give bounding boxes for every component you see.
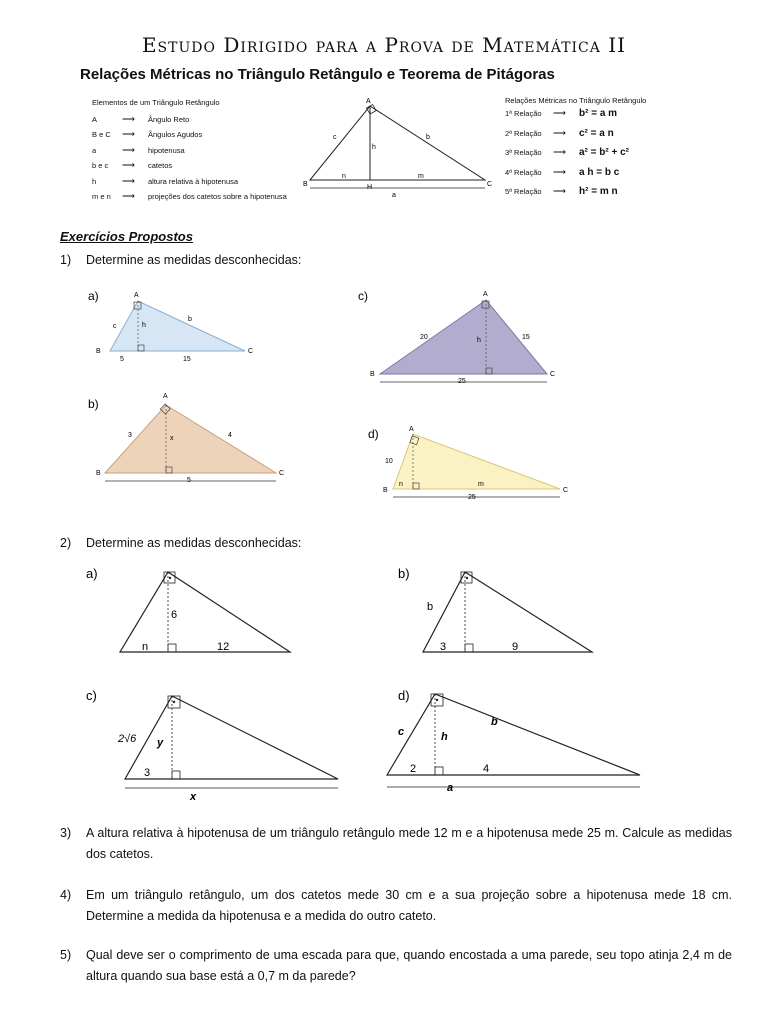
question-number: 5) — [60, 948, 72, 962]
question-text: Determine as medidas desconhecidas: — [86, 253, 302, 267]
vertex-b-label: B — [303, 181, 308, 188]
arrow-right-icon: ⟶ — [553, 147, 566, 157]
arrow-right-icon: ⟶ — [553, 108, 566, 118]
segment-m-label: 12 — [217, 641, 230, 653]
relations-list — [505, 96, 646, 206]
element-symbol: B e C — [92, 130, 111, 139]
figure-label: c) — [358, 289, 368, 303]
relation-formula: b² = a m — [579, 108, 618, 119]
arrow-right-icon: ⟶ — [122, 175, 135, 186]
triangle-b — [105, 405, 276, 473]
triangle-b — [423, 572, 592, 652]
element-desc: catetos — [148, 161, 173, 170]
question-text: A altura relativa à hipotenusa de um triângulo retângulo mede 12 m e a hipotenusa mede 25 m. Calcule as medidas dos catetos. — [86, 826, 732, 861]
side-c-label: 20 — [420, 334, 428, 341]
projection-m-label: m — [418, 173, 424, 180]
side-b-label: 4 — [228, 432, 232, 439]
altitude-label: h — [477, 337, 481, 344]
question-2 — [60, 533, 740, 555]
page-subtitle: Relações Métricas no Triângulo Retângulo e Teorema de Pitágoras — [80, 66, 555, 83]
hypotenuse-label: 25 — [468, 494, 476, 501]
segment-n-label: 2 — [410, 763, 417, 775]
element-row — [92, 158, 287, 174]
question-1 — [60, 250, 740, 272]
element-symbol: b e c — [92, 161, 109, 170]
segment-m-label: 9 — [512, 641, 519, 653]
side-b-label: 15 — [522, 334, 530, 341]
side-c-label: c — [398, 726, 405, 738]
altitude-label: 6 — [171, 609, 178, 621]
arrow-right-icon: ⟶ — [122, 191, 135, 201]
vertex-b-label: B — [370, 371, 375, 378]
vertex-b-label: B — [96, 348, 101, 355]
question-text: Em um triângulo retângulo, um dos catetos mede 30 cm e a sua projeção sobre a hipotenusa mede 18 cm. Determine a medida da hipotenusa e a medida do outro cateto. — [86, 888, 732, 923]
triangle-d — [387, 694, 640, 775]
segment-n-label: 3 — [440, 641, 447, 653]
vertex-c-label: C — [248, 348, 254, 355]
side-b-label: b — [427, 601, 434, 613]
altitude-label: h — [441, 731, 448, 743]
hypotenuse-label: a — [447, 782, 454, 794]
segment-m-label: 15 — [183, 356, 191, 363]
altitude-label: h — [142, 322, 146, 329]
question-number: 4) — [60, 888, 72, 902]
arrow-right-icon: ⟶ — [122, 160, 135, 170]
vertex-a-label: A — [409, 426, 414, 433]
relation-row — [505, 147, 646, 167]
side-b-label: b — [188, 316, 192, 323]
right-angle-dot — [173, 701, 175, 703]
figure-label: a) — [88, 289, 99, 303]
vertex-a-label: A — [366, 98, 371, 105]
vertex-c-label: C — [279, 470, 285, 477]
q2-figures — [80, 560, 680, 800]
question-number: 1) — [60, 253, 72, 267]
arrow-right-icon: ⟶ — [553, 166, 566, 177]
element-desc: Ângulo Reto — [148, 114, 190, 124]
question-text: Determine as medidas desconhecidas: — [86, 536, 302, 550]
relation-label: 3ª Relação — [505, 148, 542, 157]
figure-label: a) — [86, 566, 98, 581]
figure-label: b) — [88, 397, 99, 411]
segment-n-label: 3 — [144, 767, 151, 779]
side-b-label: b — [491, 716, 498, 728]
relations-heading: Relações Métricas no Triângulo Retângulo — [505, 96, 647, 105]
vertex-a-label: A — [483, 291, 488, 298]
q1-figures — [80, 282, 680, 512]
reference-triangle-diagram — [300, 94, 500, 200]
relation-formula: c² = a n — [579, 127, 614, 139]
relation-label: 1ª Relação — [505, 109, 542, 118]
right-angle-dot — [169, 577, 171, 579]
vertex-c-label: C — [487, 181, 493, 188]
page-title: Estudo Dirigido para a Prova de Matemática II — [141, 33, 627, 57]
vertex-a-label: A — [163, 393, 168, 400]
question-text: Qual deve ser o comprimento de uma escada para que, quando encostada a uma parede, seu topo atinja 2,4 m de altura quando sua base está a 0,7 m da parede? — [86, 948, 732, 983]
segment-n-label: 5 — [120, 356, 124, 363]
hypotenuse-label: 25 — [458, 378, 466, 385]
triangle-d — [393, 434, 560, 489]
relation-label: 2ª Relação — [505, 128, 542, 138]
altitude-label: y — [157, 737, 164, 749]
foot-h-label: H — [367, 184, 373, 191]
figure-label: d) — [398, 688, 410, 703]
side-c-label: 2√6 — [118, 733, 137, 745]
right-angle-mark — [168, 644, 176, 652]
arrow-right-icon: ⟶ — [122, 129, 135, 139]
element-desc: projeções dos catetos sobre a hipotenusa — [148, 192, 287, 201]
projection-n-label: n — [342, 173, 346, 180]
side-b-label: b — [426, 134, 430, 141]
right-angle-mark — [435, 767, 443, 775]
question-number: 3) — [60, 826, 72, 840]
element-row — [92, 112, 287, 128]
side-c-label: 10 — [385, 458, 393, 465]
segment-m-label: 4 — [483, 763, 490, 775]
relation-row — [505, 167, 646, 187]
hypotenuse-label: 5 — [187, 477, 191, 484]
element-symbol: m e n — [92, 192, 111, 201]
question-5 — [60, 945, 732, 989]
element-row — [92, 174, 287, 190]
reference-triangle — [310, 106, 485, 180]
vertex-c-label: C — [550, 371, 556, 378]
arrow-right-icon: ⟶ — [122, 144, 135, 155]
side-c-label: 3 — [128, 432, 132, 439]
question-number: 2) — [60, 536, 72, 550]
altitude-h-label: h — [372, 144, 376, 151]
altitude-label: x — [170, 435, 174, 442]
figure-label: c) — [86, 688, 97, 703]
figure-label: b) — [398, 566, 410, 581]
right-angle-mark — [172, 771, 180, 779]
element-symbol: A — [92, 114, 98, 124]
element-symbol: h — [92, 176, 97, 186]
element-desc: hipotenusa — [148, 145, 185, 155]
relation-row — [505, 186, 646, 206]
side-c-label: c — [333, 134, 337, 141]
elements-list — [92, 96, 287, 205]
question-3 — [60, 823, 732, 867]
right-angle-dot — [436, 699, 438, 701]
vertex-a-label: A — [134, 292, 139, 299]
element-desc: Ângulos Agudos — [148, 130, 203, 139]
element-row — [92, 127, 287, 143]
element-row — [92, 189, 287, 205]
relation-formula: a h = b c — [579, 166, 620, 178]
relation-label: 4ª Relação — [505, 167, 542, 177]
arrow-right-icon: ⟶ — [553, 127, 566, 138]
hypotenuse-label: x — [190, 791, 197, 800]
side-a-label: a — [392, 192, 396, 199]
right-angle-dot — [466, 577, 468, 579]
arrow-right-icon: ⟶ — [122, 113, 135, 124]
right-angle-mark — [465, 644, 473, 652]
relation-label: 5ª Relação — [505, 187, 542, 196]
relation-row — [505, 128, 646, 148]
vertex-b-label: B — [383, 487, 388, 494]
arrow-right-icon: ⟶ — [553, 186, 566, 196]
elements-heading: Elementos de um Triângulo Retângulo — [92, 98, 220, 107]
element-row — [92, 143, 287, 159]
element-symbol: a — [92, 145, 97, 155]
segment-m-label: m — [478, 481, 484, 488]
section-heading: Exercícios Propostos — [60, 229, 193, 244]
triangle-a — [120, 572, 290, 652]
relation-formula: a² = b² + c² — [579, 147, 630, 158]
segment-n-label: n — [142, 641, 149, 653]
vertex-b-label: B — [96, 470, 101, 477]
relation-formula: h² = m n — [579, 186, 618, 197]
side-c-label: c — [113, 323, 117, 330]
figure-label: d) — [368, 427, 379, 441]
segment-n-label: n — [399, 481, 403, 488]
relation-row — [505, 108, 646, 128]
triangle-a — [110, 301, 245, 351]
vertex-c-label: C — [563, 487, 569, 494]
element-desc: altura relativa à hipotenusa — [148, 176, 239, 186]
question-4 — [60, 885, 732, 929]
